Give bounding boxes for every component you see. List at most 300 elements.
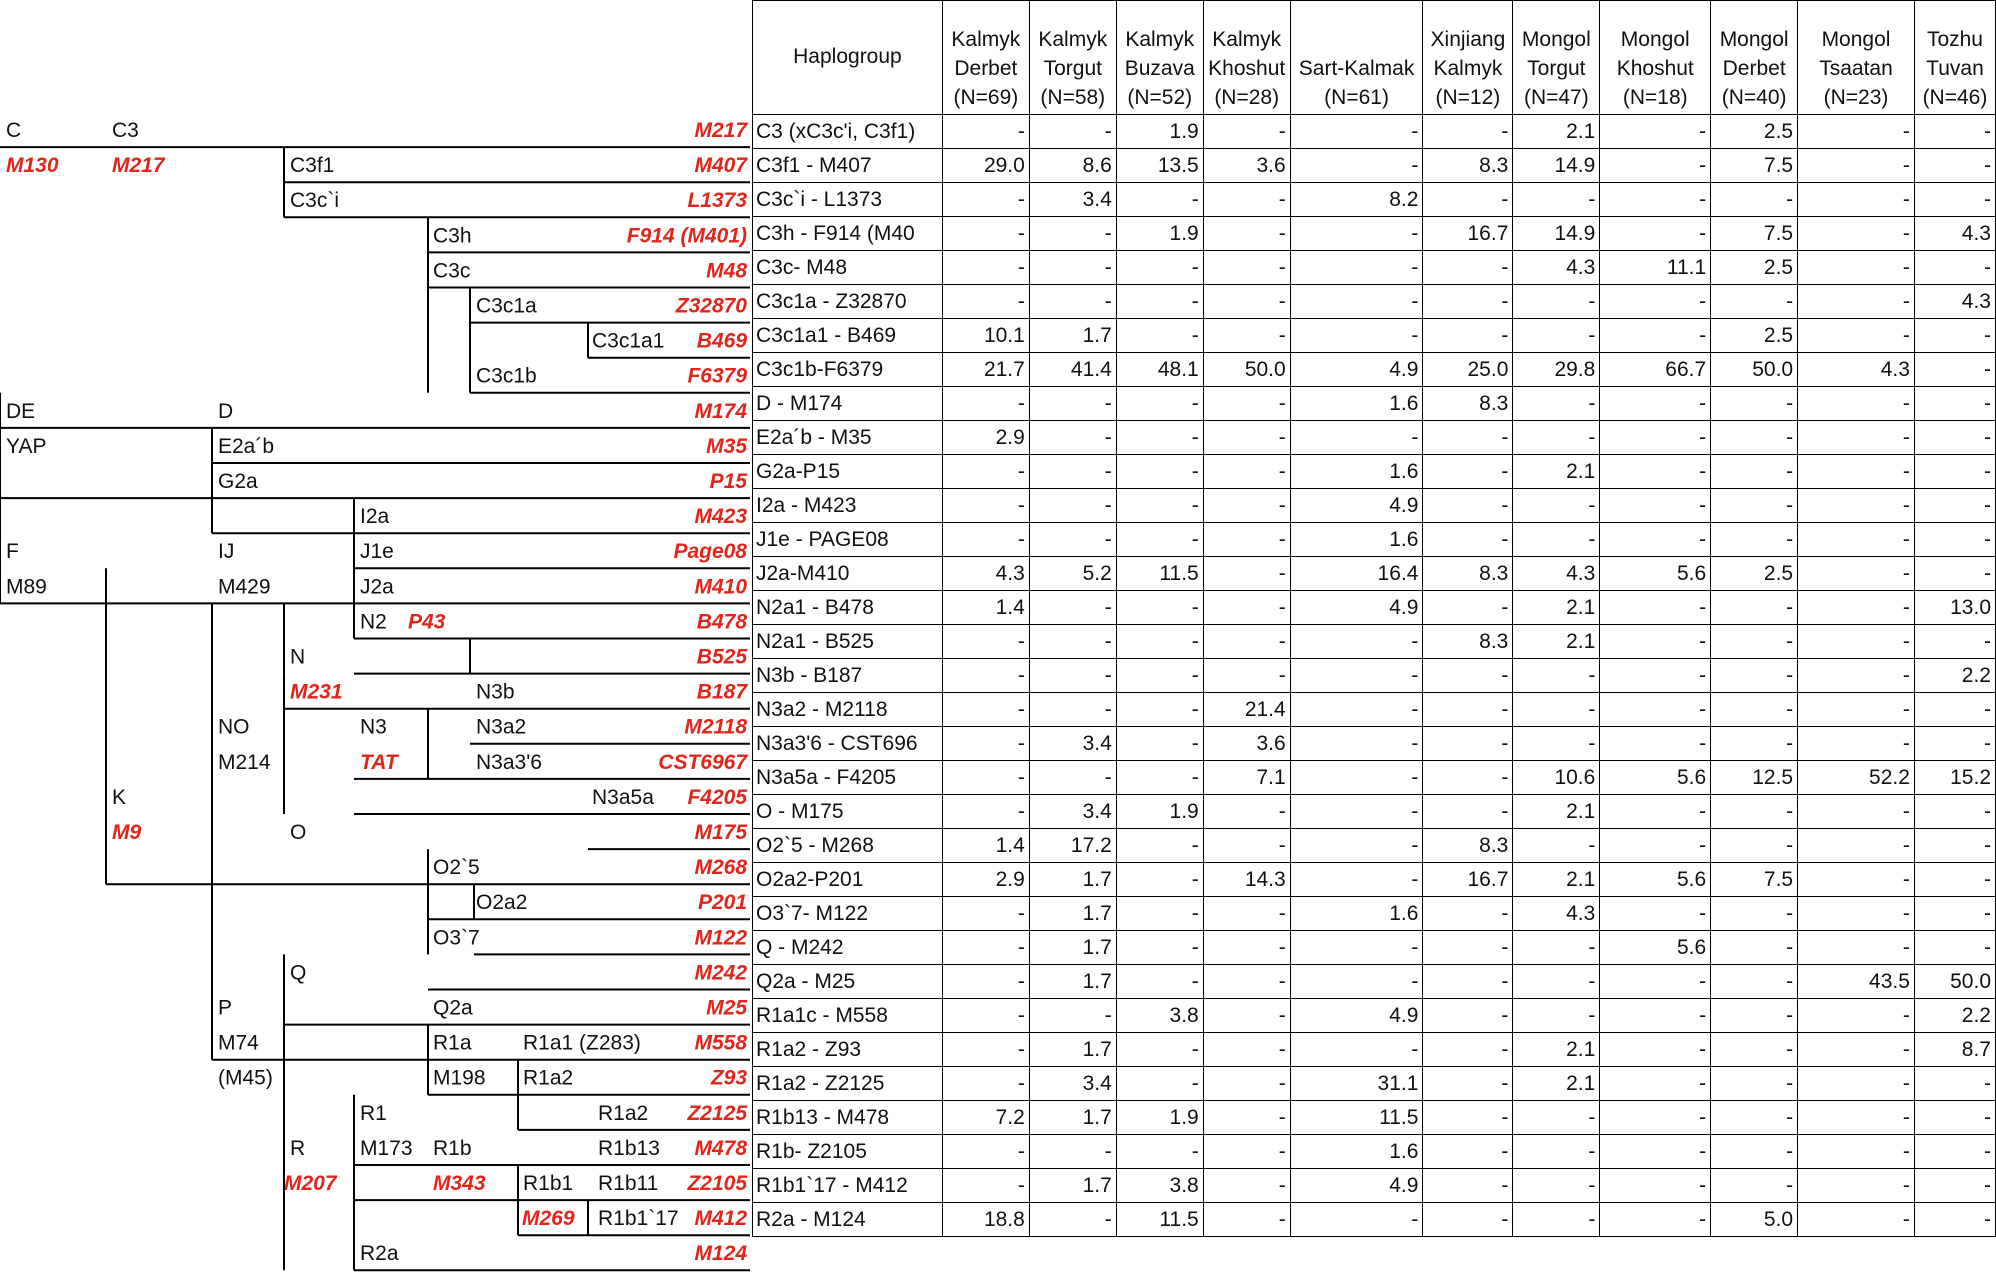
frequency-cell: - (1711, 625, 1798, 659)
frequency-cell: - (1600, 693, 1711, 727)
frequency-cell: - (1116, 387, 1203, 421)
frequency-cell: 3.8 (1116, 999, 1203, 1033)
population-sample-size: (N=40) (1721, 86, 1787, 109)
snp-marker-label: M2118 (684, 715, 747, 739)
table-row (753, 251, 1996, 285)
frequency-cell: - (1600, 183, 1711, 217)
frequency-cell: - (1914, 421, 1995, 455)
population-name: Mongol Khoshut (1616, 28, 1694, 80)
frequency-cell: - (1116, 251, 1203, 285)
frequency-cell: 2.1 (1513, 1033, 1600, 1067)
population-sample-size: (N=52) (1127, 86, 1193, 109)
table-row (753, 829, 1996, 863)
frequency-cell: - (1711, 455, 1798, 489)
clade-label: E2a´b (218, 434, 275, 458)
frequency-cell: - (1290, 931, 1423, 965)
frequency-cell: - (1029, 115, 1116, 149)
frequency-cell: - (1513, 999, 1600, 1033)
frequency-cell: - (1600, 795, 1711, 829)
population-sample-size: (N=23) (1823, 86, 1889, 109)
frequency-cell: 7.5 (1711, 863, 1798, 897)
frequency-cell: 1.7 (1029, 863, 1116, 897)
table-row (753, 1033, 1996, 1067)
frequency-cell: - (1600, 1169, 1711, 1203)
clade-label: O (290, 821, 307, 844)
frequency-cell: - (1711, 421, 1798, 455)
frequency-cell: - (942, 625, 1029, 659)
frequency-cell: - (1798, 489, 1915, 523)
clade-label: M198 (433, 1066, 486, 1090)
frequency-cell: 10.1 (942, 319, 1029, 353)
population-name: Kalmyk Khoshut (1208, 28, 1286, 80)
frequency-cell: 41.4 (1029, 353, 1116, 387)
frequency-cell: - (1914, 795, 1995, 829)
population-sample-size: (N=47) (1523, 86, 1589, 109)
clade-label: DE (6, 399, 36, 423)
frequency-cell: 14.3 (1203, 863, 1290, 897)
snp-marker-label: M217 (112, 154, 165, 178)
frequency-cell: 50.0 (1711, 353, 1798, 387)
frequency-cell: - (1914, 1169, 1995, 1203)
snp-marker-label: Z2125 (687, 1101, 747, 1125)
frequency-cell: - (1203, 251, 1290, 285)
frequency-cell: - (1203, 1169, 1290, 1203)
frequency-cell: - (942, 455, 1029, 489)
population-header (942, 1, 1029, 115)
snp-marker-label: M9 (112, 821, 142, 844)
haplogroup-cell: O2a2-P201 (753, 863, 943, 897)
frequency-cell: - (1203, 557, 1290, 591)
table-row (753, 285, 1996, 319)
frequency-cell: - (1203, 659, 1290, 693)
frequency-cell: - (1798, 455, 1915, 489)
frequency-cell: 8.3 (1423, 149, 1513, 183)
frequency-cell: - (1798, 1169, 1915, 1203)
frequency-cell: - (1914, 897, 1995, 931)
frequency-cell: - (942, 1067, 1029, 1101)
frequency-cell: - (1029, 421, 1116, 455)
frequency-cell: - (1116, 1067, 1203, 1101)
frequency-cell: - (1290, 625, 1423, 659)
frequency-cell: - (1513, 965, 1600, 999)
frequency-cell: - (1423, 1203, 1513, 1237)
frequency-cell: 11.1 (1600, 251, 1711, 285)
frequency-cell: - (1116, 591, 1203, 625)
frequency-cell: - (1914, 149, 1995, 183)
snp-marker-label: M343 (433, 1172, 486, 1195)
frequency-cell: 50.0 (1914, 965, 1995, 999)
frequency-cell: 3.6 (1203, 149, 1290, 183)
frequency-cell: 2.2 (1914, 659, 1995, 693)
population-header (1116, 1, 1203, 115)
frequency-cell: 1.7 (1029, 931, 1116, 965)
table-row (753, 795, 1996, 829)
frequency-cell: - (1423, 115, 1513, 149)
frequency-cell: - (1513, 829, 1600, 863)
frequency-cell: - (1423, 489, 1513, 523)
snp-marker-label: M130 (6, 154, 59, 178)
frequency-cell: - (1203, 455, 1290, 489)
haplogroup-cell: R1a2 - Z93 (753, 1033, 943, 1067)
population-header (1423, 1, 1513, 115)
frequency-cell: - (1711, 897, 1798, 931)
frequency-cell: - (1600, 523, 1711, 557)
frequency-cell: 66.7 (1600, 353, 1711, 387)
frequency-cell: 4.3 (1914, 285, 1995, 319)
snp-marker-label: M217 (694, 119, 747, 142)
frequency-cell: - (942, 523, 1029, 557)
frequency-cell: - (1798, 829, 1915, 863)
frequency-cell: - (1029, 693, 1116, 727)
frequency-cell: - (1423, 591, 1513, 625)
frequency-cell: - (1029, 1135, 1116, 1169)
frequency-cell: - (1798, 1101, 1915, 1135)
frequency-cell: - (1423, 421, 1513, 455)
haplogroup-cell: I2a - M423 (753, 489, 943, 523)
haplogroup-cell: C3c1a1 - B469 (753, 319, 943, 353)
frequency-cell: - (1116, 863, 1203, 897)
frequency-cell: - (1116, 931, 1203, 965)
frequency-cell: - (1290, 217, 1423, 251)
frequency-cell: - (1798, 557, 1915, 591)
snp-marker-label: B469 (696, 329, 747, 353)
clade-label: NO (218, 715, 250, 739)
frequency-cell: 2.9 (942, 863, 1029, 897)
frequency-cell: - (1914, 353, 1995, 387)
frequency-cell: - (1203, 1203, 1290, 1237)
frequency-cell: - (1798, 387, 1915, 421)
frequency-cell: - (1914, 1067, 1995, 1101)
snp-marker-label: M268 (694, 856, 747, 880)
population-header (1290, 1, 1423, 115)
frequency-cell: - (1203, 1135, 1290, 1169)
clade-label: R2a (360, 1242, 399, 1266)
snp-marker-label: M412 (694, 1207, 747, 1231)
frequency-cell: - (1711, 965, 1798, 999)
clade-label: C3c1a1 (592, 329, 665, 353)
frequency-cell: 1.7 (1029, 1169, 1116, 1203)
frequency-cell: - (1116, 421, 1203, 455)
frequency-cell: - (1203, 829, 1290, 863)
frequency-cell: 4.9 (1290, 999, 1423, 1033)
frequency-cell: - (1600, 897, 1711, 931)
frequency-cell: 15.2 (1914, 761, 1995, 795)
frequency-cell: - (1711, 727, 1798, 761)
frequency-cell: - (942, 999, 1029, 1033)
clade-label: (M45) (218, 1066, 273, 1090)
frequency-cell: - (1798, 251, 1915, 285)
frequency-cell: 2.1 (1513, 863, 1600, 897)
frequency-cell: 4.3 (1513, 557, 1600, 591)
frequency-cell: 8.7 (1914, 1033, 1995, 1067)
table-row (753, 353, 1996, 387)
frequency-cell: - (1600, 149, 1711, 183)
population-sample-size: (N=18) (1622, 86, 1688, 109)
frequency-cell: - (1513, 1101, 1600, 1135)
snp-marker-label: Z32870 (675, 294, 747, 318)
frequency-cell: - (1116, 829, 1203, 863)
snp-marker-label: Z2105 (687, 1172, 747, 1195)
snp-marker-label: M122 (694, 926, 747, 950)
frequency-cell: 4.3 (942, 557, 1029, 591)
frequency-cell: 2.2 (1914, 999, 1995, 1033)
frequency-cell: - (1600, 591, 1711, 625)
frequency-cell: - (1203, 217, 1290, 251)
frequency-cell: - (1600, 217, 1711, 251)
frequency-cell: - (1914, 931, 1995, 965)
population-header (1203, 1, 1290, 115)
frequency-cell: 3.6 (1203, 727, 1290, 761)
haplogroup-cell: C3 (xC3c'i, C3f1) (753, 115, 943, 149)
clade-label: O3`7 (433, 926, 480, 950)
frequency-cell: - (1711, 795, 1798, 829)
frequency-cell: - (1203, 795, 1290, 829)
frequency-cell: - (942, 489, 1029, 523)
frequency-cell: 16.7 (1423, 863, 1513, 897)
frequency-cell: - (1203, 999, 1290, 1033)
frequency-cell: - (1798, 217, 1915, 251)
frequency-cell: - (1513, 693, 1600, 727)
frequency-cell: - (1290, 1203, 1423, 1237)
frequency-cell: - (1116, 523, 1203, 557)
frequency-cell: 13.0 (1914, 591, 1995, 625)
frequency-cell: - (1029, 489, 1116, 523)
frequency-cell: - (1711, 183, 1798, 217)
frequency-cell: - (1029, 387, 1116, 421)
frequency-cell: - (1600, 489, 1711, 523)
clade-label: O2`5 (433, 856, 480, 880)
frequency-cell: - (1290, 319, 1423, 353)
population-sample-size: (N=28) (1214, 86, 1280, 109)
clade-label: R1b1 (523, 1172, 574, 1195)
frequency-cell: - (1513, 727, 1600, 761)
frequency-cell: - (942, 387, 1029, 421)
population-sample-size: (N=12) (1435, 86, 1501, 109)
frequency-cell: 50.0 (1203, 353, 1290, 387)
frequency-cell: - (1029, 625, 1116, 659)
haplogroup-cell: J1e - PAGE08 (753, 523, 943, 557)
snp-marker-label: M124 (694, 1242, 747, 1266)
frequency-cell: - (1914, 115, 1995, 149)
clade-label: J1e (360, 540, 394, 564)
frequency-cell: - (1711, 1135, 1798, 1169)
frequency-cell: - (1290, 149, 1423, 183)
frequency-cell: 2.1 (1513, 795, 1600, 829)
clade-label: R1 (360, 1101, 387, 1125)
table-row (753, 455, 1996, 489)
frequency-cell: - (1798, 523, 1915, 557)
clade-label: R1a (433, 1031, 472, 1055)
frequency-cell: - (1513, 183, 1600, 217)
frequency-cell: - (1513, 1169, 1600, 1203)
frequency-cell: - (1116, 727, 1203, 761)
frequency-cell: 2.5 (1711, 557, 1798, 591)
frequency-cell: - (1423, 965, 1513, 999)
frequency-cell: - (1423, 251, 1513, 285)
header-row (753, 1, 1996, 115)
table-row (753, 115, 1996, 149)
frequency-cell: 8.3 (1423, 387, 1513, 421)
frequency-cell: - (1116, 659, 1203, 693)
haplogroup-cell: Q2a - M25 (753, 965, 943, 999)
frequency-cell: - (1290, 421, 1423, 455)
frequency-cell: 1.4 (942, 829, 1029, 863)
frequency-cell: - (1600, 1033, 1711, 1067)
frequency-cell: - (1116, 625, 1203, 659)
population-header (1711, 1, 1798, 115)
frequency-cell: - (942, 1169, 1029, 1203)
clade-label: YAP (6, 434, 47, 458)
frequency-cell: - (1600, 387, 1711, 421)
frequency-cell: - (1423, 1033, 1513, 1067)
population-sample-size: (N=61) (1324, 86, 1389, 109)
frequency-cell: - (1600, 1135, 1711, 1169)
frequency-cell: - (1711, 999, 1798, 1033)
table-row (753, 863, 1996, 897)
haplogroup-cell: G2a-P15 (753, 455, 943, 489)
clade-label: N3b (476, 680, 515, 704)
frequency-cell: 7.2 (942, 1101, 1029, 1135)
table-row (753, 523, 1996, 557)
frequency-cell: - (1203, 1067, 1290, 1101)
frequency-cell: - (1203, 115, 1290, 149)
table-body (753, 115, 1996, 1237)
frequency-cell: 29.0 (942, 149, 1029, 183)
frequency-cell: - (1914, 557, 1995, 591)
frequency-cell: - (1029, 999, 1116, 1033)
table-row (753, 149, 1996, 183)
haplogroup-cell: N3a3'6 - CST696 (753, 727, 943, 761)
frequency-cell: 3.4 (1029, 727, 1116, 761)
frequency-cell: - (1116, 489, 1203, 523)
frequency-cell: 3.4 (1029, 183, 1116, 217)
frequency-cell: - (1423, 761, 1513, 795)
frequency-cell: - (1600, 115, 1711, 149)
haplogroup-cell: O - M175 (753, 795, 943, 829)
frequency-cell: 1.7 (1029, 1101, 1116, 1135)
frequency-cell: - (1290, 965, 1423, 999)
frequency-cell: - (1029, 455, 1116, 489)
frequency-cell: - (1423, 897, 1513, 931)
frequency-cell: - (1798, 421, 1915, 455)
haplogroup-cell: N2a1 - B525 (753, 625, 943, 659)
frequency-cell: 11.5 (1116, 557, 1203, 591)
frequency-cell: 21.7 (942, 353, 1029, 387)
haplogroup-cell: C3h - F914 (M40 (753, 217, 943, 251)
frequency-cell: - (942, 1033, 1029, 1067)
haplogroup-cell: C3c- M48 (753, 251, 943, 285)
frequency-cell: - (1290, 115, 1423, 149)
table-row (753, 727, 1996, 761)
population-header (1798, 1, 1915, 115)
frequency-cell: - (1914, 1203, 1995, 1237)
snp-marker-label: M407 (694, 154, 747, 178)
snp-marker-label: P43 (408, 610, 446, 634)
clade-label: K (112, 785, 127, 809)
frequency-cell: - (1711, 1169, 1798, 1203)
clade-label: C3c`i (290, 189, 340, 213)
frequency-cell: - (1029, 285, 1116, 319)
haplogroup-cell: R1a2 - Z2125 (753, 1067, 943, 1101)
population-name: Mongol Tsaatan (1819, 28, 1893, 80)
table-row (753, 965, 1996, 999)
table-row (753, 557, 1996, 591)
frequency-cell: 13.5 (1116, 149, 1203, 183)
haplogroup-cell: R1b- Z2105 (753, 1135, 943, 1169)
table-row (753, 217, 1996, 251)
frequency-cell: - (1203, 489, 1290, 523)
frequency-cell: 1.6 (1290, 387, 1423, 421)
frequency-cell: - (1290, 761, 1423, 795)
frequency-cell: - (942, 897, 1029, 931)
frequency-cell: 8.3 (1423, 557, 1513, 591)
clade-label: N2 (360, 610, 387, 634)
frequency-cell: - (1513, 489, 1600, 523)
frequency-cell: - (1798, 591, 1915, 625)
snp-marker-label: M175 (694, 821, 747, 844)
frequency-cell: - (1798, 1067, 1915, 1101)
population-name: Sart-Kalmak (1298, 57, 1415, 80)
population-header (1914, 1, 1995, 115)
frequency-cell: 1.9 (1116, 1101, 1203, 1135)
clade-label: I2a (360, 505, 390, 529)
table-row (753, 319, 1996, 353)
frequency-cell: 29.8 (1513, 353, 1600, 387)
frequency-cell: 21.4 (1203, 693, 1290, 727)
frequency-cell: - (1203, 931, 1290, 965)
haplogroup-cell: N3b - B187 (753, 659, 943, 693)
haplogroup-cell: R1b1`17 - M412 (753, 1169, 943, 1203)
frequency-cell: 5.6 (1600, 931, 1711, 965)
frequency-cell: - (1600, 285, 1711, 319)
snp-marker-label: M174 (694, 399, 747, 423)
frequency-cell: - (1711, 1101, 1798, 1135)
frequency-cell: 1.6 (1290, 455, 1423, 489)
population-name: Kalmyk Torgut (1038, 28, 1108, 80)
frequency-cell: 1.9 (1116, 795, 1203, 829)
frequency-cell: 1.7 (1029, 965, 1116, 999)
frequency-cell: 1.7 (1029, 897, 1116, 931)
frequency-cell: 2.5 (1711, 319, 1798, 353)
frequency-cell: 3.4 (1029, 795, 1116, 829)
clade-label: N3a5a (592, 785, 654, 809)
population-header (1600, 1, 1711, 115)
clade-label: O2a2 (476, 891, 528, 915)
frequency-cell: - (1203, 625, 1290, 659)
haplogroup-cell: R2a - M124 (753, 1203, 943, 1237)
frequency-cell: - (1798, 659, 1915, 693)
frequency-cell: - (942, 931, 1029, 965)
frequency-cell: 25.0 (1423, 353, 1513, 387)
frequency-cell: - (1290, 659, 1423, 693)
frequency-cell: - (1203, 387, 1290, 421)
clade-label: C3c1a (476, 294, 537, 318)
table-row (753, 591, 1996, 625)
clade-label: Q (290, 961, 307, 985)
frequency-cell: - (1203, 183, 1290, 217)
frequency-cell: 5.2 (1029, 557, 1116, 591)
clade-label: R1b13 (598, 1136, 660, 1160)
frequency-cell: - (1423, 795, 1513, 829)
frequency-cell: 7.5 (1711, 149, 1798, 183)
frequency-cell: 4.9 (1290, 489, 1423, 523)
frequency-cell: - (1513, 523, 1600, 557)
frequency-cell: - (942, 965, 1029, 999)
frequency-cell: - (1290, 863, 1423, 897)
table-row (753, 1135, 1996, 1169)
table-row (753, 1101, 1996, 1135)
frequency-cell: - (1423, 659, 1513, 693)
